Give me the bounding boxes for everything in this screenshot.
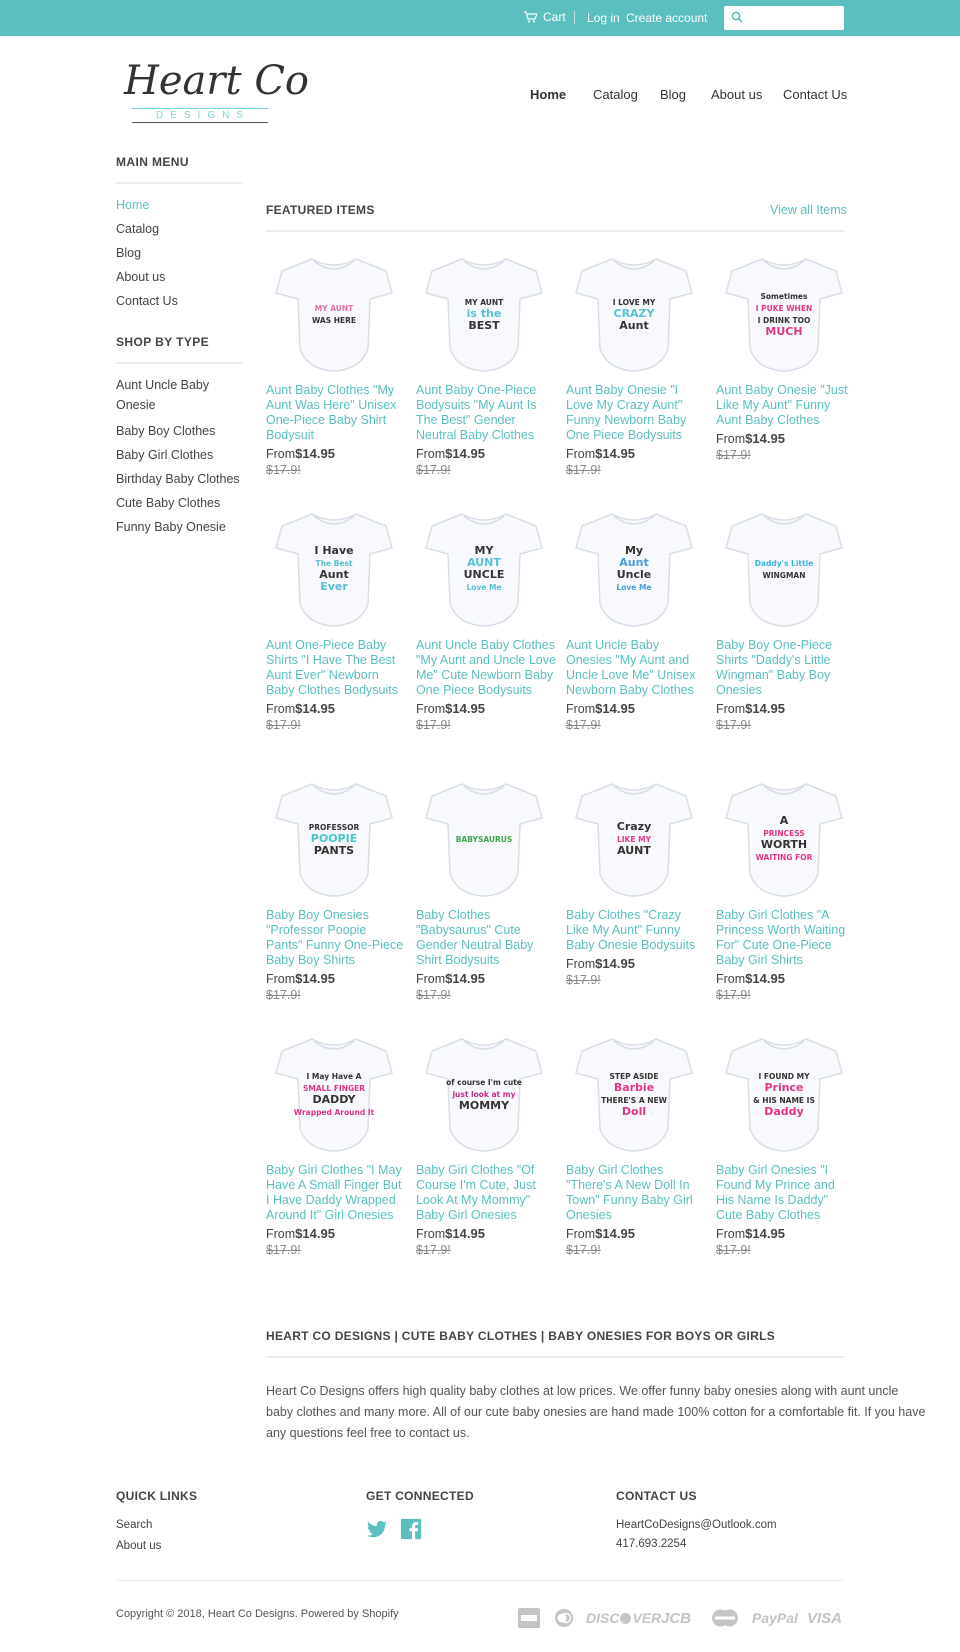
onesie-graphic-text: PANTS — [313, 844, 355, 857]
compare-at-price: $17.9! — [416, 718, 451, 732]
product-price — [716, 1226, 856, 1242]
product-title-link[interactable]: Baby Boy Onesies "Professor Poopie Pants" Funny One-Piece Baby Boy Shirts — [266, 908, 404, 967]
diners-club-icon — [554, 1607, 574, 1629]
nav-contact-us[interactable]: Contact Us — [783, 87, 848, 102]
product-price — [566, 446, 706, 462]
product-card — [716, 255, 856, 463]
main-menu-divider — [116, 182, 243, 184]
onesie-image[interactable] — [724, 255, 844, 375]
price-amount: $14.95 — [295, 971, 335, 986]
amex-icon — [518, 1607, 540, 1629]
product-price — [566, 701, 706, 717]
compare-at-price: $17.9! — [266, 1243, 301, 1257]
price-amount: $14.95 — [445, 701, 485, 716]
onesie-graphic-text: Barbie — [613, 1081, 655, 1094]
product-title-link[interactable]: Baby Clothes "Babysaurus" Cute Gender Neutral Baby Shirt Bodysuits — [416, 908, 534, 967]
product-title-link[interactable]: Aunt One-Piece Baby Shirts "I Have The Best Aunt Ever" Newborn Baby Clothes Bodysuits — [266, 638, 399, 697]
onesie-graphic-text: POOPIE — [310, 832, 358, 845]
compare-at-price: $17.9! — [716, 988, 751, 1002]
nav-catalog[interactable]: Catalog — [593, 87, 638, 102]
sidebar-item-home[interactable]: Home — [116, 198, 150, 212]
product-price — [416, 1226, 556, 1242]
compare-at-price: $17.9! — [416, 1243, 451, 1257]
onesie-graphic-text: Prince — [764, 1081, 804, 1094]
product-title-link[interactable]: Baby Girl Onesies "I Found My Prince and His Name Is Daddy" Cute Baby Clothes — [716, 1163, 835, 1222]
product-card — [416, 255, 556, 478]
onesie-body — [726, 1039, 842, 1151]
price-amount: $14.95 — [745, 431, 785, 446]
onesie-graphic-text: of course I'm cute — [446, 1078, 522, 1087]
sidebar-item-baby-girl-clothes[interactable]: Baby Girl Clothes — [116, 448, 214, 462]
top-bar — [0, 0, 960, 36]
product-title-link[interactable]: Aunt Baby One-Piece Bodysuits "My Aunt Is The Best" Gender Neutral Baby Clothes — [416, 383, 537, 442]
onesie-image[interactable] — [424, 255, 544, 375]
onesie-graphic-text: WAS HERE — [311, 316, 357, 325]
onesie-graphic-text: I May Have A — [306, 1072, 362, 1081]
footer-divider — [116, 1580, 844, 1581]
price-from-label: From — [566, 957, 596, 971]
onesie-body — [726, 259, 842, 371]
price-amount: $14.95 — [295, 446, 335, 461]
compare-at-price: $17.9! — [266, 988, 301, 1002]
onesie-graphic-text: Uncle — [616, 568, 652, 581]
product-price — [416, 701, 556, 717]
price-amount: $14.95 — [445, 446, 485, 461]
product-card — [416, 1035, 556, 1258]
product-price — [416, 446, 556, 462]
mastercard-icon — [711, 1607, 739, 1629]
price-amount: $14.95 — [595, 701, 635, 716]
onesie-image[interactable] — [424, 510, 544, 630]
copyright-text: Copyright © 2018, Heart Co Designs. Powered by Shopify — [116, 1608, 399, 1620]
logo-subtitle: DESIGNS — [132, 108, 268, 123]
product-card — [566, 780, 706, 988]
cart-label: Cart — [543, 10, 566, 24]
product-price — [416, 971, 556, 987]
onesie-graphic-text: Love Me — [616, 583, 652, 592]
onesie-image[interactable] — [424, 780, 544, 900]
product-title-link[interactable]: Aunt Uncle Baby Onesies "My Aunt and Uncle Love Me" Unisex Newborn Baby Clothes — [566, 638, 696, 697]
product-card — [266, 510, 406, 733]
nav-home[interactable]: Home — [530, 87, 567, 102]
product-card — [566, 1035, 706, 1258]
onesie-graphic-text: AUNT — [467, 556, 501, 569]
get-connected-heading: GET CONNECTED — [366, 1489, 474, 1503]
onesie-image[interactable] — [574, 1035, 694, 1155]
compare-at-price: $17.9! — [566, 1243, 601, 1257]
price-amount: $14.95 — [295, 701, 335, 716]
onesie-image[interactable] — [724, 780, 844, 900]
price-amount: $14.95 — [745, 971, 785, 986]
shop-by-type-divider — [116, 362, 243, 364]
onesie-graphic-text: Wrapped Around It — [293, 1108, 375, 1117]
compare-at-price: $17.9! — [566, 463, 601, 477]
price-from-label: From — [266, 972, 296, 986]
price-from-label: From — [416, 702, 446, 716]
onesie-image[interactable] — [274, 1035, 394, 1155]
product-card — [266, 1035, 406, 1258]
onesie-graphic-text: STEP ASIDE — [609, 1072, 659, 1081]
twitter-icon[interactable] — [366, 1518, 388, 1540]
onesie-graphic-text: MY AUNT — [464, 298, 504, 307]
sidebar-item-about-us[interactable]: About us — [116, 270, 166, 284]
top-bar-divider — [574, 11, 575, 24]
price-from-label: From — [266, 447, 296, 461]
create-account-link[interactable]: Create account — [626, 11, 708, 25]
product-price — [716, 701, 856, 717]
onesie-graphic-text: I Have — [314, 544, 354, 557]
onesie-graphic-text: I FOUND MY — [758, 1072, 810, 1081]
product-title-link[interactable]: Baby Girl Clothes "I May Have A Small Finger But I Have Daddy Wrapped Around It" Girl Onesies — [266, 1163, 402, 1222]
logo-script-text: Heart Co — [124, 58, 309, 104]
onesie-image[interactable] — [724, 510, 844, 630]
price-from-label: From — [566, 702, 596, 716]
price-amount: $14.95 — [445, 1226, 485, 1241]
jcb-icon: JCB — [661, 1609, 692, 1627]
sidebar-item-cute-baby-clothes[interactable]: Cute Baby Clothes — [116, 496, 221, 510]
search-input[interactable] — [748, 9, 840, 27]
price-from-label: From — [266, 1227, 296, 1241]
price-amount: $14.95 — [595, 1226, 635, 1241]
onesie-graphic-text: PRINCESS — [763, 829, 805, 838]
onesie-graphic-text: just look at my — [452, 1090, 516, 1099]
onesie-graphic-text: PROFESSOR — [308, 823, 360, 832]
paypal-icon: PayPal — [752, 1610, 798, 1626]
contact-us-heading: CONTACT US — [616, 1489, 697, 1503]
product-title-link[interactable]: Aunt Baby Onesie "Just Like My Aunt" Funny Aunt Baby Clothes — [716, 383, 848, 427]
compare-at-price: $17.9! — [566, 718, 601, 732]
visa-icon: VISA — [807, 1609, 843, 1627]
product-price — [716, 431, 856, 447]
about-text: Heart Co Designs offers high quality baby clothes at low prices. We offer funny baby onesies along with aunt uncle baby clothes and many more. All of our cute baby onesies are hand made 100% cotton for a comfortable fit. If you have any questions feel free to contact us. — [266, 1384, 926, 1440]
sidebar-item-aunt-uncle-baby-onesie[interactable]: Aunt Uncle Baby Onesie — [116, 378, 210, 412]
onesie-graphic-text: I LOVE MY — [612, 298, 656, 307]
onesie-body — [276, 259, 392, 371]
product-card — [716, 510, 856, 733]
product-price — [266, 1226, 406, 1242]
onesie-image[interactable] — [574, 510, 694, 630]
onesie-graphic-text: MUCH — [765, 325, 803, 338]
compare-at-price: $17.9! — [416, 463, 451, 477]
about-heading: HEART CO DESIGNS | CUTE BABY CLOTHES | BABY ONESIES FOR BOYS OR GIRLS — [266, 1329, 776, 1343]
onesie-graphic-text: The Best — [315, 559, 353, 568]
onesie-image[interactable] — [274, 780, 394, 900]
onesie-graphic-text: Aunt — [319, 568, 349, 581]
onesie-image[interactable] — [274, 255, 394, 375]
onesie-graphic-text: MOMMY — [458, 1099, 510, 1112]
site-logo[interactable] — [124, 58, 309, 130]
onesie-graphic-text: DADDY — [312, 1093, 356, 1106]
product-title-link[interactable]: Baby Girl Clothes "Of Course I'm Cute, Just Look At My Mommy" Baby Girl Onesies — [416, 1163, 536, 1222]
discover-icon: DISC VER — [586, 1610, 662, 1626]
onesie-graphic-text: BABYSAURUS — [455, 835, 513, 844]
cart-link[interactable] — [524, 10, 566, 24]
onesie-graphic-text: WINGMAN — [762, 571, 806, 580]
featured-items-heading: FEATURED ITEMS — [266, 203, 375, 217]
product-card — [566, 255, 706, 478]
search-box — [724, 6, 844, 30]
compare-at-price: $17.9! — [716, 718, 751, 732]
featured-divider — [266, 230, 844, 232]
onesie-graphic-text: WAITING FOR — [755, 853, 813, 862]
onesie-body — [576, 1039, 692, 1151]
onesie-graphic-text: WORTH — [760, 838, 808, 851]
onesie-image[interactable] — [574, 780, 694, 900]
product-card — [266, 255, 406, 478]
login-link[interactable]: Log in — [587, 11, 620, 25]
onesie-graphic-text: SMALL FINGER — [302, 1084, 366, 1093]
onesie-graphic-text: THERE'S A NEW — [601, 1096, 667, 1105]
onesie-graphic-text: & HIS NAME IS — [753, 1096, 815, 1105]
onesie-graphic-text: is the — [466, 307, 502, 320]
onesie-graphic-text: Sometimes — [760, 292, 808, 301]
price-from-label: From — [716, 972, 746, 986]
product-title-link[interactable]: Baby Clothes "Crazy Like My Aunt" Funny Baby Onesie Bodysuits — [566, 908, 696, 952]
nav-blog[interactable]: Blog — [660, 87, 687, 102]
sidebar-item-birthday-baby-clothes[interactable]: Birthday Baby Clothes — [116, 472, 240, 486]
footer-link-about-us[interactable]: About us — [116, 1540, 162, 1552]
price-amount: $14.95 — [745, 701, 785, 716]
onesie-graphic-text: Daddy's Little — [754, 559, 814, 568]
search-icon[interactable] — [731, 11, 743, 23]
compare-at-price: $17.9! — [716, 1243, 751, 1257]
product-title-link[interactable]: Aunt Baby Clothes "My Aunt Was Here" Unisex One-Piece Baby Shirt Bodysuit — [266, 383, 397, 442]
shop-by-type-heading: SHOP BY TYPE — [116, 335, 210, 349]
cart-icon — [524, 11, 537, 23]
onesie-graphic-text: Love Me — [466, 583, 502, 592]
product-price — [716, 971, 856, 987]
main-menu-heading: MAIN MENU — [116, 155, 189, 169]
about-divider — [266, 1356, 844, 1358]
facebook-icon[interactable] — [400, 1518, 422, 1540]
onesie-graphic-text: Crazy — [616, 820, 652, 833]
sidebar-item-blog[interactable]: Blog — [116, 246, 142, 260]
sidebar-item-baby-boy-clothes[interactable]: Baby Boy Clothes — [116, 424, 216, 438]
price-from-label: From — [716, 432, 746, 446]
onesie-image[interactable] — [574, 255, 694, 375]
price-from-label: From — [716, 1227, 746, 1241]
onesie-graphic-text: Doll — [621, 1105, 647, 1118]
onesie-graphic-text: CRAZY — [613, 307, 655, 320]
onesie-image[interactable] — [274, 510, 394, 630]
product-title-link[interactable]: Baby Girl Clothes "A Princess Worth Waiting For" Cute One-Piece Baby Girl Shirts — [716, 908, 846, 967]
product-price — [266, 446, 406, 462]
onesie-graphic-text: BEST — [468, 319, 500, 332]
footer-link-search[interactable]: Search — [116, 1519, 153, 1531]
product-price — [566, 1226, 706, 1242]
view-all-items-link[interactable]: View all Items — [770, 203, 847, 217]
onesie-graphic-text: Aunt — [619, 319, 649, 332]
compare-at-price: $17.9! — [266, 463, 301, 477]
onesie-graphic-text: A — [779, 814, 789, 827]
sidebar-item-funny-baby-onesie[interactable]: Funny Baby Onesie — [116, 520, 226, 534]
product-price — [266, 701, 406, 717]
price-from-label: From — [716, 702, 746, 716]
product-card — [716, 1035, 856, 1258]
quick-links-heading: QUICK LINKS — [116, 1489, 198, 1503]
price-amount: $14.95 — [445, 971, 485, 986]
sidebar-item-catalog[interactable]: Catalog — [116, 222, 160, 236]
contact-email-link[interactable]: HeartCoDesigns@Outlook.com — [616, 1519, 777, 1531]
onesie-image[interactable] — [724, 1035, 844, 1155]
onesie-graphic-text: MY AUNT — [314, 304, 354, 313]
product-card — [416, 780, 556, 1003]
price-amount: $14.95 — [595, 956, 635, 971]
product-title-link[interactable]: Baby Girl Clothes "There's A New Doll In Town" Funny Baby Girl Onesies — [566, 1163, 693, 1222]
product-card — [266, 780, 406, 1003]
compare-at-price: $17.9! — [566, 973, 601, 987]
product-card — [416, 510, 556, 733]
price-from-label: From — [416, 972, 446, 986]
onesie-graphic-text: LIKE MY — [616, 835, 652, 844]
product-price — [266, 971, 406, 987]
product-price — [566, 956, 706, 972]
onesie-graphic-text: Aunt — [619, 556, 649, 569]
compare-at-price: $17.9! — [716, 448, 751, 462]
product-title-link[interactable]: Aunt Baby Onesie "I Love My Crazy Aunt" Funny Newborn Baby One Piece Bodysuits — [566, 383, 687, 442]
compare-at-price: $17.9! — [266, 718, 301, 732]
product-title-link[interactable]: Baby Boy One-Piece Shirts "Daddy's Little Wingman" Baby Boy Onesies — [716, 638, 833, 697]
nav-about-us[interactable]: About us — [711, 87, 763, 102]
product-card — [566, 510, 706, 733]
onesie-graphic-text: My — [624, 544, 644, 557]
onesie-graphic-text: I PUKE WHEN — [755, 304, 813, 313]
price-from-label: From — [266, 702, 296, 716]
price-from-label: From — [566, 1227, 596, 1241]
onesie-graphic-text: I DRINK TOO — [757, 316, 811, 325]
product-title-link[interactable]: Aunt Uncle Baby Clothes "My Aunt and Uncle Love Me" Cute Newborn Baby One Piece Bodysuits — [416, 638, 556, 697]
onesie-graphic-text: AUNT — [617, 844, 651, 857]
price-from-label: From — [416, 447, 446, 461]
onesie-body — [726, 514, 842, 626]
compare-at-price: $17.9! — [416, 988, 451, 1002]
onesie-image[interactable] — [424, 1035, 544, 1155]
sidebar-item-contact-us[interactable]: Contact Us — [116, 294, 178, 308]
onesie-graphic-text: Daddy — [764, 1105, 804, 1118]
onesie-graphic-text: Ever — [320, 580, 348, 593]
price-amount: $14.95 — [595, 446, 635, 461]
onesie-graphic-text: UNCLE — [463, 568, 505, 581]
price-from-label: From — [416, 1227, 446, 1241]
onesie-graphic-text: MY — [474, 544, 494, 557]
price-amount: $14.95 — [295, 1226, 335, 1241]
price-from-label: From — [566, 447, 596, 461]
contact-phone: 417.693.2254 — [616, 1538, 687, 1550]
product-card — [716, 780, 856, 1003]
price-amount: $14.95 — [745, 1226, 785, 1241]
